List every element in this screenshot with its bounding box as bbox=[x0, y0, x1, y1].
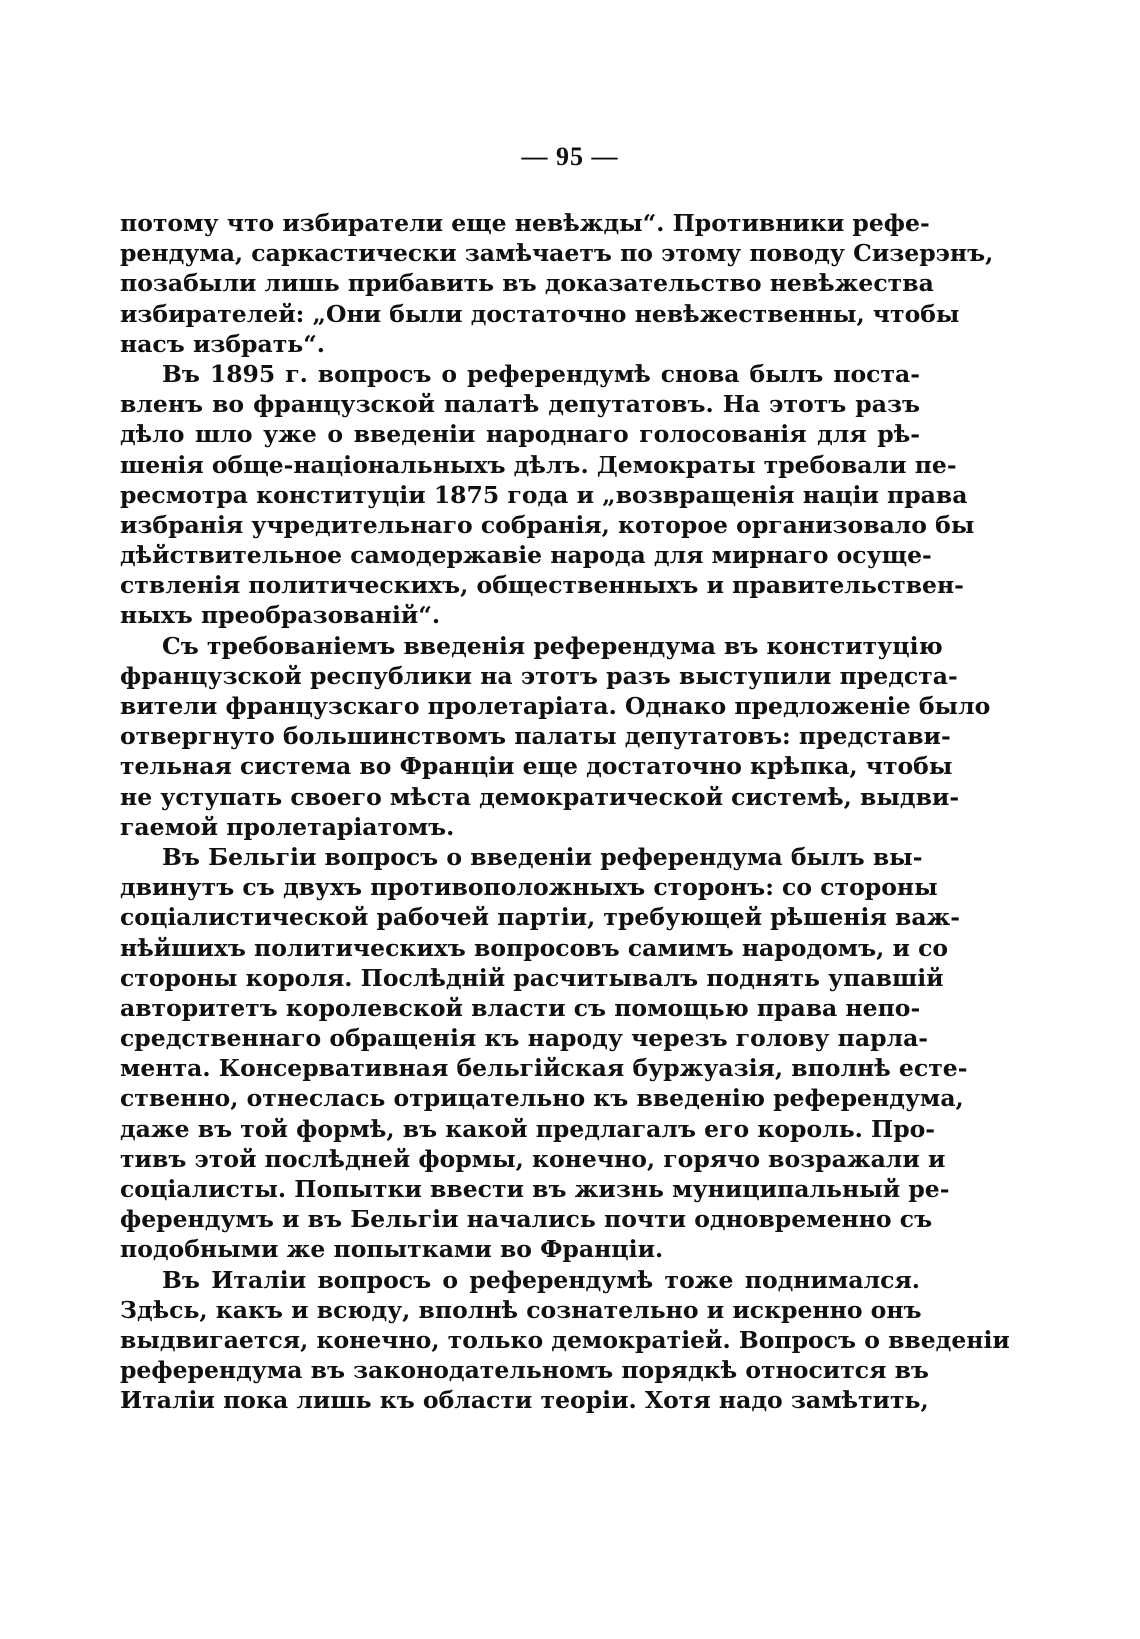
text-line: двинутъ съ двухъ противоположныхъ сторонъ: со стороны bbox=[120, 873, 938, 902]
text-line: тивъ этой послѣдней формы, конечно, горячо возражали и bbox=[120, 1144, 946, 1173]
text-line: дѣло шло уже о введеніи народнаго голосованія для рѣ- bbox=[120, 420, 920, 449]
paragraph bbox=[120, 631, 991, 842]
text-line: нѣйшихъ политическихъ вопросовъ самимъ народомъ, и со bbox=[120, 933, 949, 962]
text-line: авторитетъ королевской власти съ помощью права непо- bbox=[120, 993, 921, 1022]
text-line: Здѣсь, какъ и всюду, вполнѣ сознательно и искренно онъ bbox=[120, 1295, 922, 1324]
text-line: Въ 1895 г. вопросъ о референдумѣ снова былъ поста- bbox=[162, 359, 920, 388]
text-line: Съ требованіемъ введенія референдума въ конституцію bbox=[162, 631, 943, 660]
text-line: французской республики на этотъ разъ выступили предста- bbox=[120, 661, 958, 690]
text-line: стороны короля. Послѣдній расчитывалъ поднять упавшій bbox=[120, 963, 944, 992]
text-line: позабыли лишь прибавить въ доказательство невѣжества bbox=[120, 269, 934, 298]
text-line: референдума въ законодательномъ порядкѣ относится въ bbox=[120, 1356, 929, 1385]
text-line: ресмотра конституціи 1875 года и „возвращенія націи права bbox=[120, 480, 968, 509]
text-line: Въ Бельгіи вопросъ о введеніи референдума былъ вы- bbox=[162, 842, 923, 871]
text-line: рендума, саркастически замѣчаетъ по этому поводу Сизерэнъ, bbox=[120, 239, 994, 268]
text-line: соціалистической рабочей партіи, требующей рѣшенія важ- bbox=[120, 903, 961, 932]
text-line: насъ избрать“. bbox=[120, 329, 325, 358]
text-line: вители французскаго пролетаріата. Однако предложеніе было bbox=[120, 692, 991, 720]
text-line: избирателей: „Они были достаточно невѣжественны, чтобы bbox=[120, 299, 960, 328]
text-line: ферендумъ и въ Бельгіи начались почти одновременно съ bbox=[120, 1205, 933, 1234]
text-line: даже въ той формѣ, въ какой предлагалъ его король. Про- bbox=[120, 1114, 936, 1143]
text-line: ственно, отнеслась отрицательно къ введенію референдума, bbox=[120, 1084, 964, 1113]
text-line: мента. Консервативная бельгійская буржуазія, вполнѣ есте- bbox=[120, 1054, 968, 1083]
text-line: потому что избиратели еще невѣжды“. Противники рефе- bbox=[120, 209, 930, 237]
paragraph bbox=[120, 842, 968, 1265]
text-line: тельная система во Франціи еще достаточно крѣпка, чтобы bbox=[120, 752, 953, 781]
paragraph bbox=[120, 208, 994, 359]
body-text bbox=[120, 208, 1010, 1416]
text-line: отвергнуто большинствомъ палаты депутатовъ: представи- bbox=[120, 722, 951, 751]
paragraph bbox=[120, 1265, 1010, 1416]
page-number: — 95 — bbox=[521, 142, 619, 171]
text-line: выдвигается, конечно, только демократіей. Вопросъ о введеніи bbox=[120, 1325, 1010, 1354]
paragraph bbox=[120, 359, 975, 631]
text-line: избранія учредительнаго собранія, которое организовало бы bbox=[120, 510, 975, 539]
text-line: дѣйствительное самодержавіе народа для мирнаго осуще- bbox=[120, 541, 932, 570]
text-line: не уступать своего мѣста демократической системѣ, выдви- bbox=[120, 782, 960, 811]
text-line: вленъ во французской палатѣ депутатовъ. На этотъ разъ bbox=[120, 390, 920, 419]
text-line: соціалисты. Попытки ввести въ жизнь муниципальный ре- bbox=[120, 1175, 950, 1203]
text-line: ныхъ преобразованій“. bbox=[120, 601, 441, 630]
text-line: шенія обще-національныхъ дѣлъ. Демократы требовали пе- bbox=[120, 450, 957, 479]
text-line: ствленія политическихъ, общественныхъ и правительствен- bbox=[120, 571, 964, 600]
text-line: подобными же попытками во Франціи. bbox=[120, 1235, 664, 1264]
text-line: средственнаго обращенія къ народу черезъ голову парла- bbox=[120, 1024, 929, 1053]
text-line: гаемой пролетаріатомъ. bbox=[120, 812, 455, 841]
text-line: Въ Италіи вопросъ о референдумѣ тоже поднимался. bbox=[162, 1265, 920, 1294]
text-line: Италіи пока лишь къ области теоріи. Хотя надо замѣтить, bbox=[120, 1386, 929, 1415]
